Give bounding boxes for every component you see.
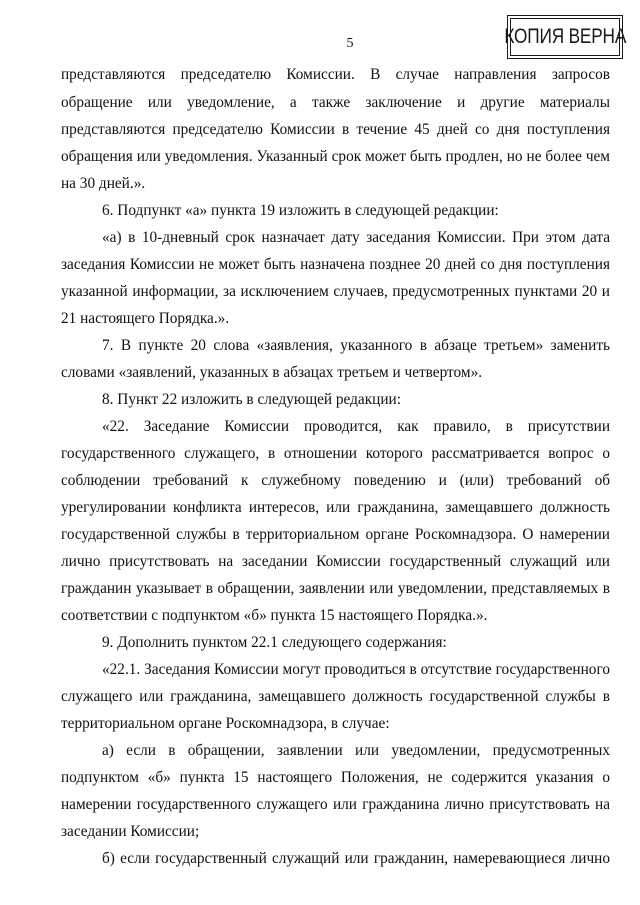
text-line: б) если государственный служащий или гражданин, намеревающиеся лично	[102, 850, 610, 867]
copy-certified-stamp	[504, 15, 626, 59]
text-line: словами «заявлений, указанных в абзацах третьем и четвертом».	[61, 364, 483, 381]
text-line: 7. В пункте 20 слова «заявления, указанного в абзаце третьем» заменить	[102, 337, 610, 354]
text-line: государственного служащего, в отношении которого рассматривается вопрос о	[61, 445, 610, 462]
text-line: территориальном органе Роскомнадзора, в случае:	[61, 715, 390, 732]
text-line: обращения или уведомления. Указанный срок может быть продлен, но не более чем	[61, 148, 610, 165]
text-line: государственной службы в территориальном органе Роскомнадзора. О намерении	[61, 526, 610, 543]
text-line: а) если в обращении, заявлении или уведомлении, предусмотренных	[102, 742, 610, 759]
text-line: 8. Пункт 22 изложить в следующей редакции:	[102, 391, 401, 408]
text-line: на 30 дней.».	[61, 175, 146, 192]
text-line: лично присутствовать на заседании Комиссии государственный служащий или	[61, 553, 610, 570]
text-line: «а) в 10-дневный срок назначает дату заседания Комиссии. При этом дата	[102, 229, 610, 246]
text-line: служащего или гражданина, замещавшего должность государственной службы в	[61, 688, 610, 705]
text-line: соблюдении требований к служебному поведению и (или) требований об	[61, 472, 610, 489]
page-number: 5	[346, 36, 354, 51]
text-line: «22.1. Заседания Комиссии могут проводиться в отсутствие государственного	[102, 661, 610, 678]
text-line: указанной информации, за исключением случаев, предусмотренных пунктами 20 и	[61, 283, 610, 300]
text-line: урегулировании конфликта интересов, или гражданина, замещавшего должность	[61, 499, 610, 516]
text-line: заседания Комиссии не может быть назначена позднее 20 дней со дня поступления	[61, 256, 610, 273]
text-line: «22. Заседание Комиссии проводится, как правило, в присутствии	[102, 418, 610, 435]
text-line: намерении государственного служащего или гражданина лично присутствовать на	[61, 796, 610, 813]
text-line: 6. Подпункт «а» пункта 19 изложить в следующей редакции:	[102, 202, 499, 219]
text-line: обращение или уведомление, а также заключение и другие материалы	[61, 94, 610, 111]
text-line: заседании Комиссии;	[61, 823, 200, 840]
stamp-text: КОПИЯ ВЕРНА	[504, 25, 626, 48]
text-line: представляются председателю Комиссии в течение 45 дней со дня поступления	[61, 121, 610, 138]
text-line: подпунктом «б» пункта 15 настоящего Положения, не содержится указания о	[61, 769, 610, 786]
text-line: гражданин указывает в обращении, заявлении или уведомлении, представляемых в	[61, 580, 610, 597]
text-line: представляются председателю Комиссии. В случае направления запросов	[61, 66, 610, 83]
text-line: 9. Дополнить пунктом 22.1 следующего содержания:	[102, 634, 447, 651]
text-line: 21 настоящего Порядка.».	[61, 310, 230, 327]
text-line: соответствии с подпунктом «б» пункта 15 настоящего Порядка.».	[61, 607, 488, 624]
